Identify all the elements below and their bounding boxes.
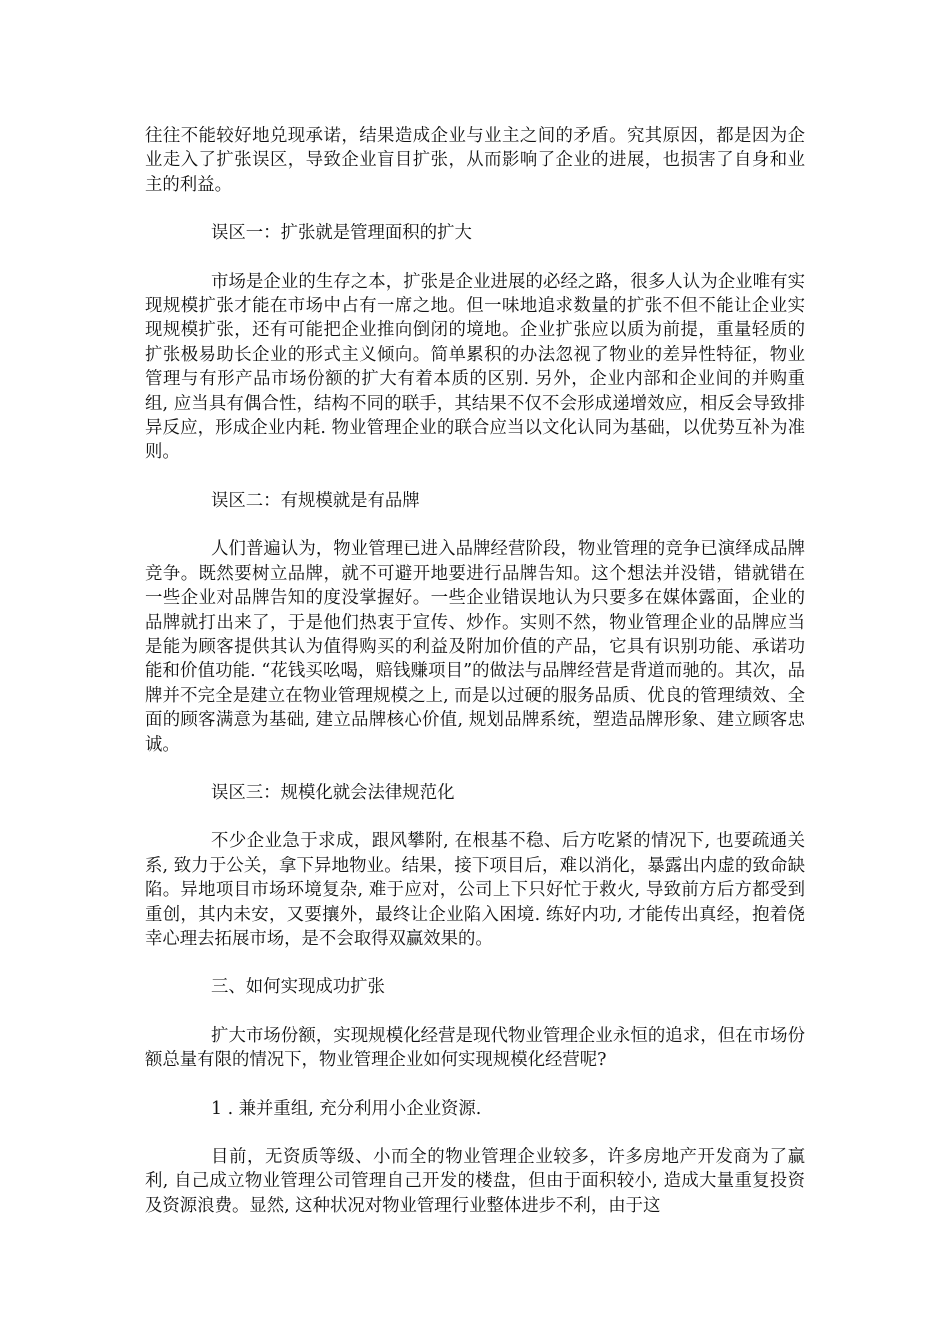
paragraph-how-to-expand: 扩大市场份额，实现规模化经营是现代物业管理企业永恒的追求，但在市场份额总量有限的情况下，物业管理企业如何实现规模化经营呢? xyxy=(145,1025,805,1071)
section-heading-misconception-1: 误区一：扩张就是管理面积的扩大 xyxy=(211,223,472,244)
section-heading-misconception-2: 误区二：有规模就是有品牌 xyxy=(211,490,420,511)
document-page xyxy=(145,124,805,1242)
section-heading-misconception-3: 误区三：规模化就会法律规范化 xyxy=(211,782,455,803)
paragraph-misconception-1: 市场是企业的生存之本，扩张是企业进展的必经之路，很多人认为企业唯有实现规模扩张才能在市场中占有一席之地。但一味地追求数量的扩张不但不能让企业实现规模扩张，还有可能把企业推向倒闭的境地。企业扩张应以质为前提，重量轻质的扩张极易助长企业的形式主义倾向。简单累积的办法忽视了物业的差异性特征，物业管理与有形产品市场份额的扩大有着本质的区别. 另外，企业内部和企业间的并购重组, 应当具有偶合性，结构不同的联手，其结果不仅不会形成递增效应，相反会导致排异反应，形成企业内耗. 物业管理企业的联合应当以文化认同为基础，以优势互补为准则。 xyxy=(145,271,805,463)
paragraph-misconception-2: 人们普遍认为，物业管理已进入品牌经营阶段，物业管理的竞争已演绎成品牌竞争。既然要树立品牌，就不可避开地要进行品牌告知。这个想法并没错，错就错在一些企业对品牌告知的度没掌握好。一些企业错误地认为只要多在媒体露面，企业的品牌就打出来了，于是他们热衷于宣传、炒作。实则不然，物业管理企业的品牌应当是能为顾客提供其认为值得购买的利益及附加价值的产品，它具有识别功能、承诺功能和价值功能. “花钱买吆喝，赔钱赚项目”的做法与品牌经营是背道而驰的。其次，品牌并不完全是建立在物业管理规模之上, 而是以过硬的服务品质、优良的管理绩效、全面的顾客满意为基础, 建立品牌核心价值, 规划品牌系统，塑造品牌形象、建立顾客忠诚。 xyxy=(145,539,805,755)
paragraph-merger: 目前，无资质等级、小而全的物业管理企业较多，许多房地产开发商为了赢利, 自己成立物业管理公司管理自己开发的楼盘，但由于面积较小, 造成大量重复投资及资源浪费。显然, 这种状况对物业管理行业整体进步不利，由于这 xyxy=(145,1147,805,1216)
intro-paragraph: 往往不能较好地兑现承诺，结果造成企业与业主之间的矛盾。究其原因，都是因为企业走入了扩张误区，导致企业盲目扩张，从而影响了企业的进展，也损害了自身和业主的利益。 xyxy=(145,126,805,195)
paragraph-misconception-3: 不少企业急于求成，跟风攀附, 在根基不稳、后方吃紧的情况下, 也要疏通关系, 致力于公关，拿下异地物业。结果，接下项目后，难以消化，暴露出内虚的致命缺陷。异地项目市场环境复杂, 难于应对，公司上下只好忙于救火, 导致前方后方都受到重创，其内未安，又要攘外，最终让企业陷入困境. 练好内功, 才能传出真经，抱着侥幸心理去拓展市场，是不会取得双赢效果的。 xyxy=(145,831,805,949)
section-heading-how-to-expand: 三、如何实现成功扩张 xyxy=(211,977,385,998)
subheading-merger: 1 . 兼并重组, 充分利用小企业资源. xyxy=(211,1098,482,1119)
